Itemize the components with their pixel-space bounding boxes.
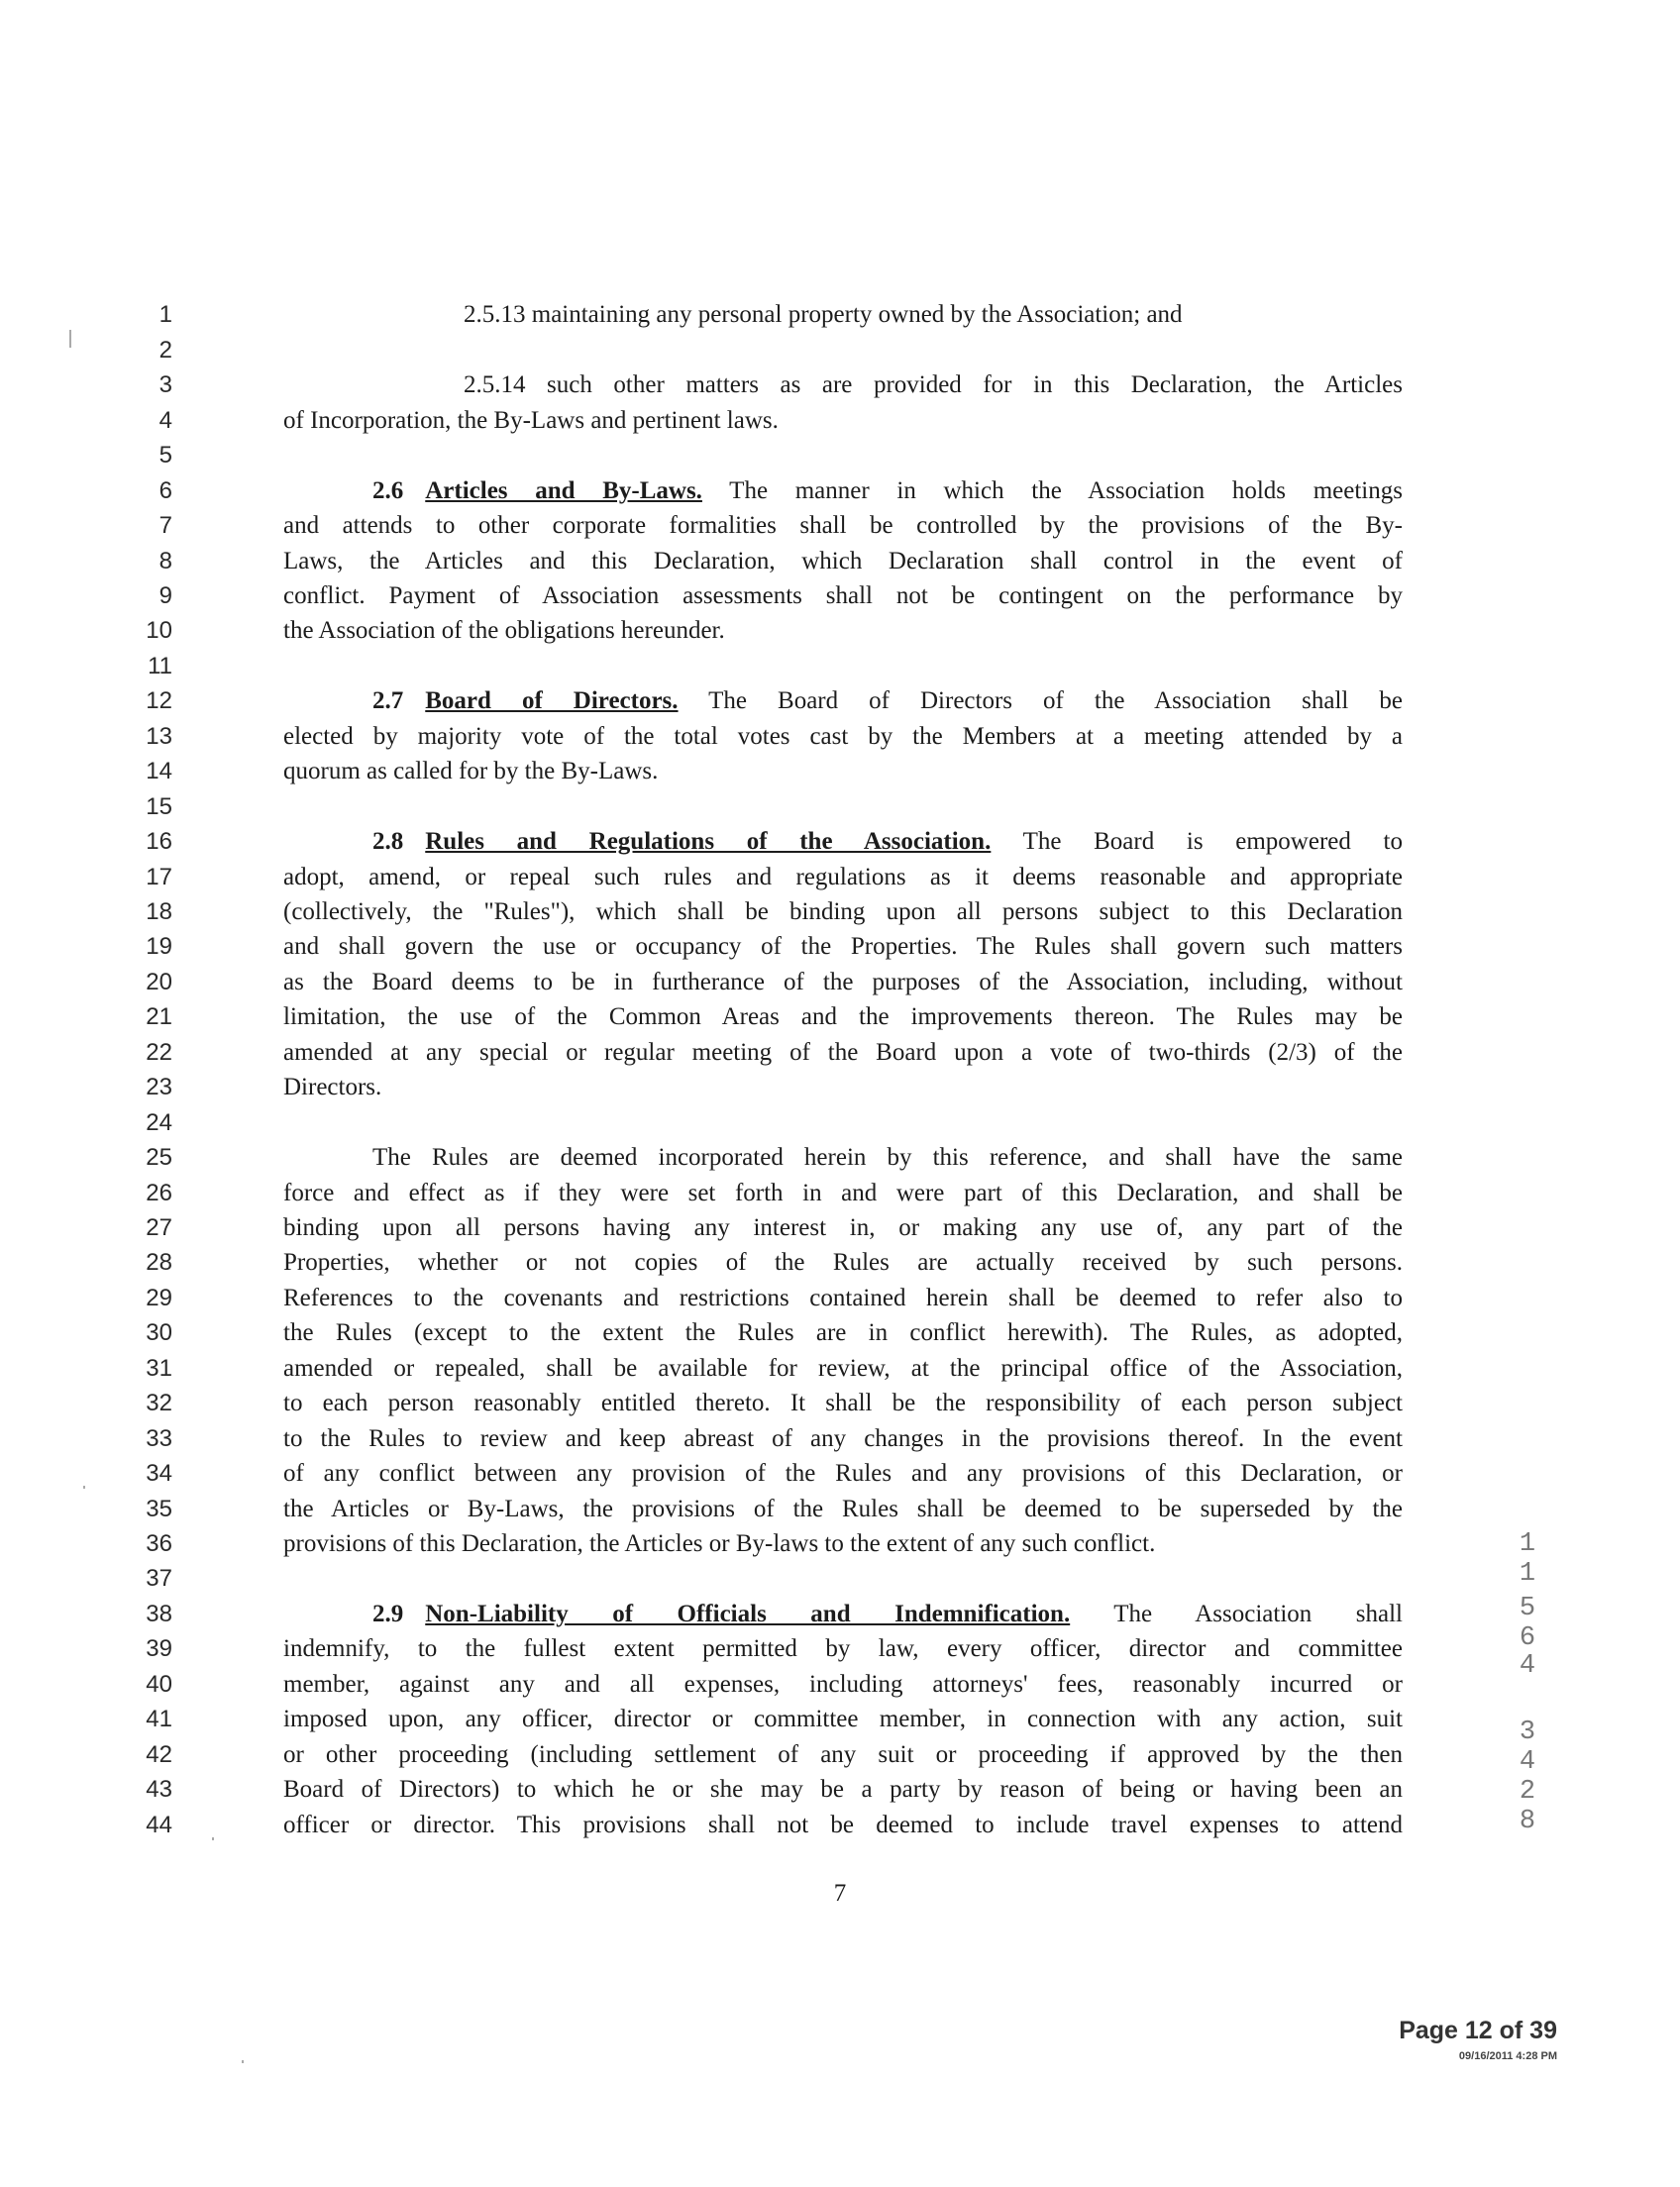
text-line: quorum as called for by the By-Laws. xyxy=(283,758,659,784)
line-number: 18 xyxy=(146,898,172,925)
text-line: limitation, the use of the Common Areas and the improvements thereon. The Rules may be xyxy=(283,1003,1403,1030)
section-title: Rules and Regulations of the Association. xyxy=(425,828,992,855)
page-number: 7 xyxy=(833,1880,847,1907)
recording-stamp-digit: 8 xyxy=(1519,1807,1536,1836)
line-number: 11 xyxy=(148,653,172,679)
line-number: 27 xyxy=(146,1214,172,1241)
line-number: 8 xyxy=(158,548,172,574)
line-number: 42 xyxy=(146,1741,172,1768)
recording-stamp-digit: 2 xyxy=(1519,1777,1536,1807)
text-line: and shall govern the use or occupancy of the Properties. The Rules shall govern such matters xyxy=(283,933,1403,960)
text-line: 2.5.14 such other matters as are provided for in this Declaration, the Articles xyxy=(464,371,1403,398)
text-line: to the Rules to review and keep abreast of any changes in the provisions thereof. In the event xyxy=(283,1425,1403,1452)
line-number: 10 xyxy=(146,617,172,644)
line-number: 9 xyxy=(158,582,172,609)
page-counter: Page 12 of 39 xyxy=(1399,2017,1557,2044)
text-line: amended or repealed, shall be available for review, at the principal office of the Association, xyxy=(283,1355,1403,1382)
line-number: 25 xyxy=(146,1144,172,1171)
line-number: 38 xyxy=(146,1601,172,1627)
section-heading-2-8 xyxy=(372,827,1403,857)
text-line: binding upon all persons having any interest in, or making any use of, any part of the xyxy=(283,1214,1403,1241)
line-number: 15 xyxy=(146,793,172,820)
text-line: officer or director. This provisions shall not be deemed to include travel expenses to attend xyxy=(283,1812,1403,1838)
line-number: 21 xyxy=(146,1003,172,1030)
text-line: imposed upon, any officer, director or committee member, in connection with any action, suit xyxy=(283,1706,1403,1732)
text-line: to each person reasonably entitled thereto. It shall be the responsibility of each person subject xyxy=(283,1390,1403,1416)
line-number: 17 xyxy=(146,864,172,890)
line-number: 5 xyxy=(158,442,172,469)
line-number: 34 xyxy=(146,1460,172,1487)
recording-stamp-digit: 1 xyxy=(1519,1529,1536,1559)
text-run: The Board is empowered to xyxy=(1022,828,1403,855)
line-number: 3 xyxy=(158,371,172,398)
text-line: conflict. Payment of Association assessments shall not be contingent on the performance by xyxy=(283,582,1403,609)
section-heading-2-7 xyxy=(372,686,1403,716)
text-line: Properties, whether or not copies of the Rules are actually received by such persons. xyxy=(283,1249,1403,1276)
section-number: 2.8 xyxy=(372,828,404,855)
text-line: the Articles or By-Laws, the provisions of the Rules shall be deemed to be superseded by the xyxy=(283,1496,1403,1522)
text-line: Laws, the Articles and this Declaration, which Declaration shall control in the event of xyxy=(283,548,1403,574)
line-number: 26 xyxy=(146,1180,172,1206)
line-number: 6 xyxy=(158,477,172,504)
line-number: 22 xyxy=(146,1039,172,1066)
text-line: of any conflict between any provision of the Rules and any provisions of this Declaration, or xyxy=(283,1460,1403,1487)
text-line: as the Board deems to be in furtherance of the purposes of the Association, including, without xyxy=(283,969,1403,995)
text-line: (collectively, the "Rules"), which shall be binding upon all persons subject to this Declaration xyxy=(283,898,1403,925)
text-line: of Incorporation, the By-Laws and pertinent laws. xyxy=(283,407,779,434)
text-line: force and effect as if they were set forth in and were part of this Declaration, and shall be xyxy=(283,1180,1403,1206)
recording-stamp-digit: 4 xyxy=(1519,1651,1536,1681)
line-number: 1 xyxy=(158,301,172,328)
line-number: 20 xyxy=(146,969,172,995)
recording-stamp-digit: 4 xyxy=(1519,1747,1536,1777)
section-number: 2.7 xyxy=(372,687,404,714)
recording-stamp-digit: 3 xyxy=(1519,1718,1536,1747)
recording-stamp-digit: 6 xyxy=(1519,1623,1536,1653)
text-line: the Association of the obligations hereunder. xyxy=(283,617,725,644)
text-line: References to the covenants and restrictions contained herein shall be deemed to refer also to xyxy=(283,1285,1403,1311)
scan-speck xyxy=(212,1837,214,1840)
line-number: 33 xyxy=(146,1425,172,1452)
text-line: Directors. xyxy=(283,1074,382,1100)
section-title: Articles and By-Laws. xyxy=(425,477,702,504)
line-number: 32 xyxy=(146,1390,172,1416)
section-title: Board of Directors. xyxy=(425,687,679,714)
line-number: 44 xyxy=(146,1812,172,1838)
line-number: 16 xyxy=(146,828,172,855)
text-run: The manner in which the Association holds meetings xyxy=(729,477,1403,504)
text-line: indemnify, to the fullest extent permitted by law, every officer, director and committee xyxy=(283,1635,1403,1662)
text-line: the Rules (except to the extent the Rules are in conflict herewith). The Rules, as adopted, xyxy=(283,1319,1403,1346)
text-line: and attends to other corporate formalities shall be controlled by the provisions of the By- xyxy=(283,512,1403,539)
text-line: adopt, amend, or repeal such rules and regulations as it deems reasonable and appropriate xyxy=(283,864,1403,890)
line-number: 41 xyxy=(146,1706,172,1732)
line-number: 4 xyxy=(158,407,172,434)
text-line: member, against any and all expenses, including attorneys' fees, reasonably incurred or xyxy=(283,1671,1403,1698)
recording-stamp-digit: 1 xyxy=(1519,1559,1536,1589)
line-number: 12 xyxy=(146,687,172,714)
line-number: 29 xyxy=(146,1285,172,1311)
line-number: 19 xyxy=(146,933,172,960)
line-number: 24 xyxy=(146,1109,172,1136)
scan-speck xyxy=(242,2060,244,2063)
scan-speck xyxy=(83,1486,85,1489)
line-number: 14 xyxy=(146,758,172,784)
line-number: 31 xyxy=(146,1355,172,1382)
text-run: The Association shall xyxy=(1113,1601,1403,1627)
section-heading-2-9 xyxy=(372,1600,1403,1629)
section-number: 2.6 xyxy=(372,477,404,504)
text-run: The Board of Directors of the Association shall be xyxy=(708,687,1403,714)
section-title: Non-Liability of Officials and Indemnification. xyxy=(425,1601,1071,1627)
text-line: or other proceeding (including settlement of any suit or proceeding if approved by the then xyxy=(283,1741,1403,1768)
line-number: 43 xyxy=(146,1776,172,1803)
text-line: Board of Directors) to which he or she may be a party by reason of being or having been an xyxy=(283,1776,1403,1803)
line-number: 7 xyxy=(158,512,172,539)
print-timestamp: 09/16/2011 4:28 PM xyxy=(1458,2050,1557,2062)
line-number: 39 xyxy=(146,1635,172,1662)
recording-stamp-digit: 5 xyxy=(1519,1594,1536,1623)
text-line: 2.5.13 maintaining any personal property owned by the Association; and xyxy=(464,301,1183,328)
line-number: 23 xyxy=(146,1074,172,1100)
text-line: elected by majority vote of the total votes cast by the Members at a meeting attended by a xyxy=(283,723,1403,750)
text-line: provisions of this Declaration, the Articles or By-laws to the extent of any such conflict. xyxy=(283,1530,1156,1557)
scan-speck xyxy=(69,330,71,348)
text-line: amended at any special or regular meeting of the Board upon a vote of two-thirds (2/3) of the xyxy=(283,1039,1403,1066)
line-number: 37 xyxy=(146,1565,172,1592)
line-number: 13 xyxy=(146,723,172,750)
section-heading-2-6 xyxy=(372,476,1403,506)
line-number: 2 xyxy=(158,337,172,364)
line-number: 40 xyxy=(146,1671,172,1698)
line-number: 35 xyxy=(146,1496,172,1522)
section-number: 2.9 xyxy=(372,1601,404,1627)
text-line: The Rules are deemed incorporated herein by this reference, and shall have the same xyxy=(372,1144,1403,1171)
line-number: 28 xyxy=(146,1249,172,1276)
line-number: 30 xyxy=(146,1319,172,1346)
line-number: 36 xyxy=(146,1530,172,1557)
